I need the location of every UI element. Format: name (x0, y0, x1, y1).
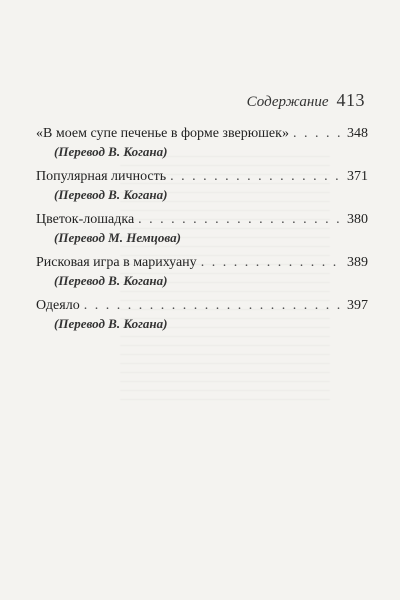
table-of-contents (36, 126, 368, 341)
toc-entry-0 (36, 126, 368, 160)
toc-line (36, 212, 368, 228)
entry-title: Популярная личность (36, 169, 167, 184)
entry-page: 397 (347, 298, 368, 313)
entry-title: «В моем супе печенье в форме зверюшек» (36, 126, 289, 141)
toc-line (36, 255, 368, 271)
entry-page: 380 (347, 212, 368, 227)
toc-entry-3 (36, 255, 368, 289)
entry-title: Одеяло (36, 298, 80, 313)
page-number: 413 (336, 90, 365, 110)
entry-title: Цветок-лошадка (36, 212, 135, 227)
entry-title: Рисковая игра в марихуану (36, 255, 197, 270)
toc-entry-1 (36, 169, 368, 203)
toc-entry-2 (36, 212, 368, 246)
toc-line (36, 169, 368, 185)
entry-translator: (Перевод М. Немцова) (54, 230, 181, 245)
toc-line (36, 298, 368, 314)
dot-leader (201, 255, 343, 271)
entry-page: 371 (347, 169, 368, 184)
entry-translator: (Перевод В. Когана) (54, 144, 168, 159)
dot-leader (170, 169, 343, 185)
toc-line (36, 126, 368, 142)
entry-page: 389 (347, 255, 368, 270)
entry-page: 348 (347, 126, 368, 141)
entry-translator: (Перевод В. Когана) (54, 187, 168, 202)
entry-translator: (Перевод В. Когана) (54, 273, 168, 288)
entry-translator: (Перевод В. Когана) (54, 316, 168, 331)
toc-entry-4 (36, 298, 368, 332)
running-head (247, 90, 365, 111)
dot-leader (84, 298, 343, 314)
section-title: Содержание (246, 94, 329, 110)
dot-leader (138, 212, 343, 228)
dot-leader (293, 126, 343, 142)
